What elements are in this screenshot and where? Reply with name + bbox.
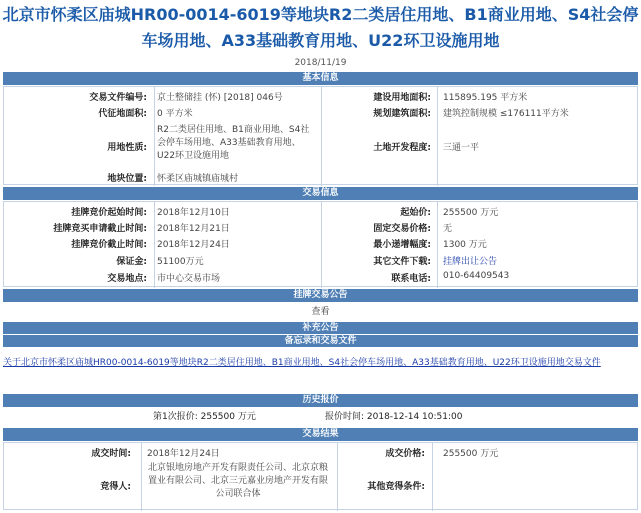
start-time-value: 2018年12月10日 [157,208,230,218]
bid-end-value: 2018年12月24日 [157,240,230,250]
page-title: 北京市怀柔区庙城HR00-0014-6019等地块R2二类居住用地、B1商业用地、S4社会停车场用地、A33基础教育用地、U22环卫设施用地 [2,5,639,50]
winner-value: 北京银地房地产开发有限责任公司、北京京粮置业有限公司、北京三元嘉业房地产开发有限公司联合体 [147,463,328,499]
section-history: 历史报价 [3,394,638,407]
min-increment-value: 1300 万元 [443,240,487,250]
publish-date: 2018/11/19 [294,58,347,68]
history-bid-time: 报价时间: 2018-12-14 10:51:00 [325,412,463,422]
section-supplement: 补充公告 [3,322,638,334]
section-trade-info: 交易信息 [3,187,638,200]
phone-label: 联系电话: [391,274,431,284]
other-doc-label: 其它文件下载: [373,257,431,267]
place-value: 市中心交易市场 [157,274,221,284]
section-result: 交易结果 [3,428,638,441]
build-area-value: 115895.195 平方米 [443,93,528,103]
deal-time-label: 成交时间: [91,449,131,459]
phone-value: 010-64409543 [443,271,510,281]
section-announcement: 挂牌交易公告 [3,289,638,302]
deal-price-label: 成交价格: [385,449,425,459]
proxy-area-value: 0 平方米 [157,109,193,119]
dev-value: 三通一平 [443,143,480,153]
location-value: 怀柔区庙城镇庙城村 [157,174,239,184]
proxy-area-label: 代征地面积: [98,109,147,119]
place-label: 交易地点: [107,274,147,284]
usage-label: 用地性质: [107,143,147,153]
apply-end-value: 2018年12月21日 [157,224,230,234]
plan-area-value: 建筑控制规模 ≤176111平方米 [443,109,569,119]
doc-no-value: 京土整储挂 (怀) [2018] 046号 [157,93,283,103]
start-price-label: 起始价: [400,208,431,218]
doc-no-label: 交易文件编号: [89,93,147,103]
fixed-price-label: 固定交易价格: [373,224,431,234]
apply-end-label: 挂牌竞买申请截止时间: [53,224,147,234]
deal-price-value: 255500 万元 [443,449,499,459]
start-price-value: 255500 万元 [443,208,499,218]
min-increment-label: 最小递增幅度: [373,240,431,250]
view-announcement-link[interactable]: 查看 [311,307,330,317]
winner-label: 竞得人: [100,482,131,492]
fixed-price-value: 无 [443,224,453,234]
section-basic-info: 基本信息 [3,72,638,85]
deposit-value: 51100万元 [157,257,204,267]
plan-area-label: 规划建筑面积: [373,109,431,119]
dev-label: 土地开发程度: [373,143,431,153]
bid-end-label: 挂牌竞价截止时间: [71,240,147,250]
start-time-label: 挂牌竞价起始时间: [71,208,147,218]
build-area-label: 建设用地面积: [373,93,431,103]
history-bid: 第1次报价: 255500 万元 [153,412,256,422]
other-conditions-label: 其他竞得条件: [367,482,425,492]
usage-value: R2二类居住用地、B1商业用地、S4社会停车场用地、A33基础教育用地、U22环卫设施用地 [157,125,310,161]
location-label: 地块位置: [107,174,147,184]
memo-document-link[interactable]: 关于北京市怀柔区庙城HR00-0014-6019等地块R2二类居住用地、B1商业用地、S4社会停车场用地、A33基础教育用地、U22环卫设施用地交易文件 [3,358,601,368]
other-doc-link[interactable]: 挂牌出让公告 [443,257,498,267]
section-memo: 备忘录和交易文件 [3,335,638,347]
deal-time-value: 2018年12月24日 [147,449,220,459]
deposit-label: 保证金: [116,257,147,267]
